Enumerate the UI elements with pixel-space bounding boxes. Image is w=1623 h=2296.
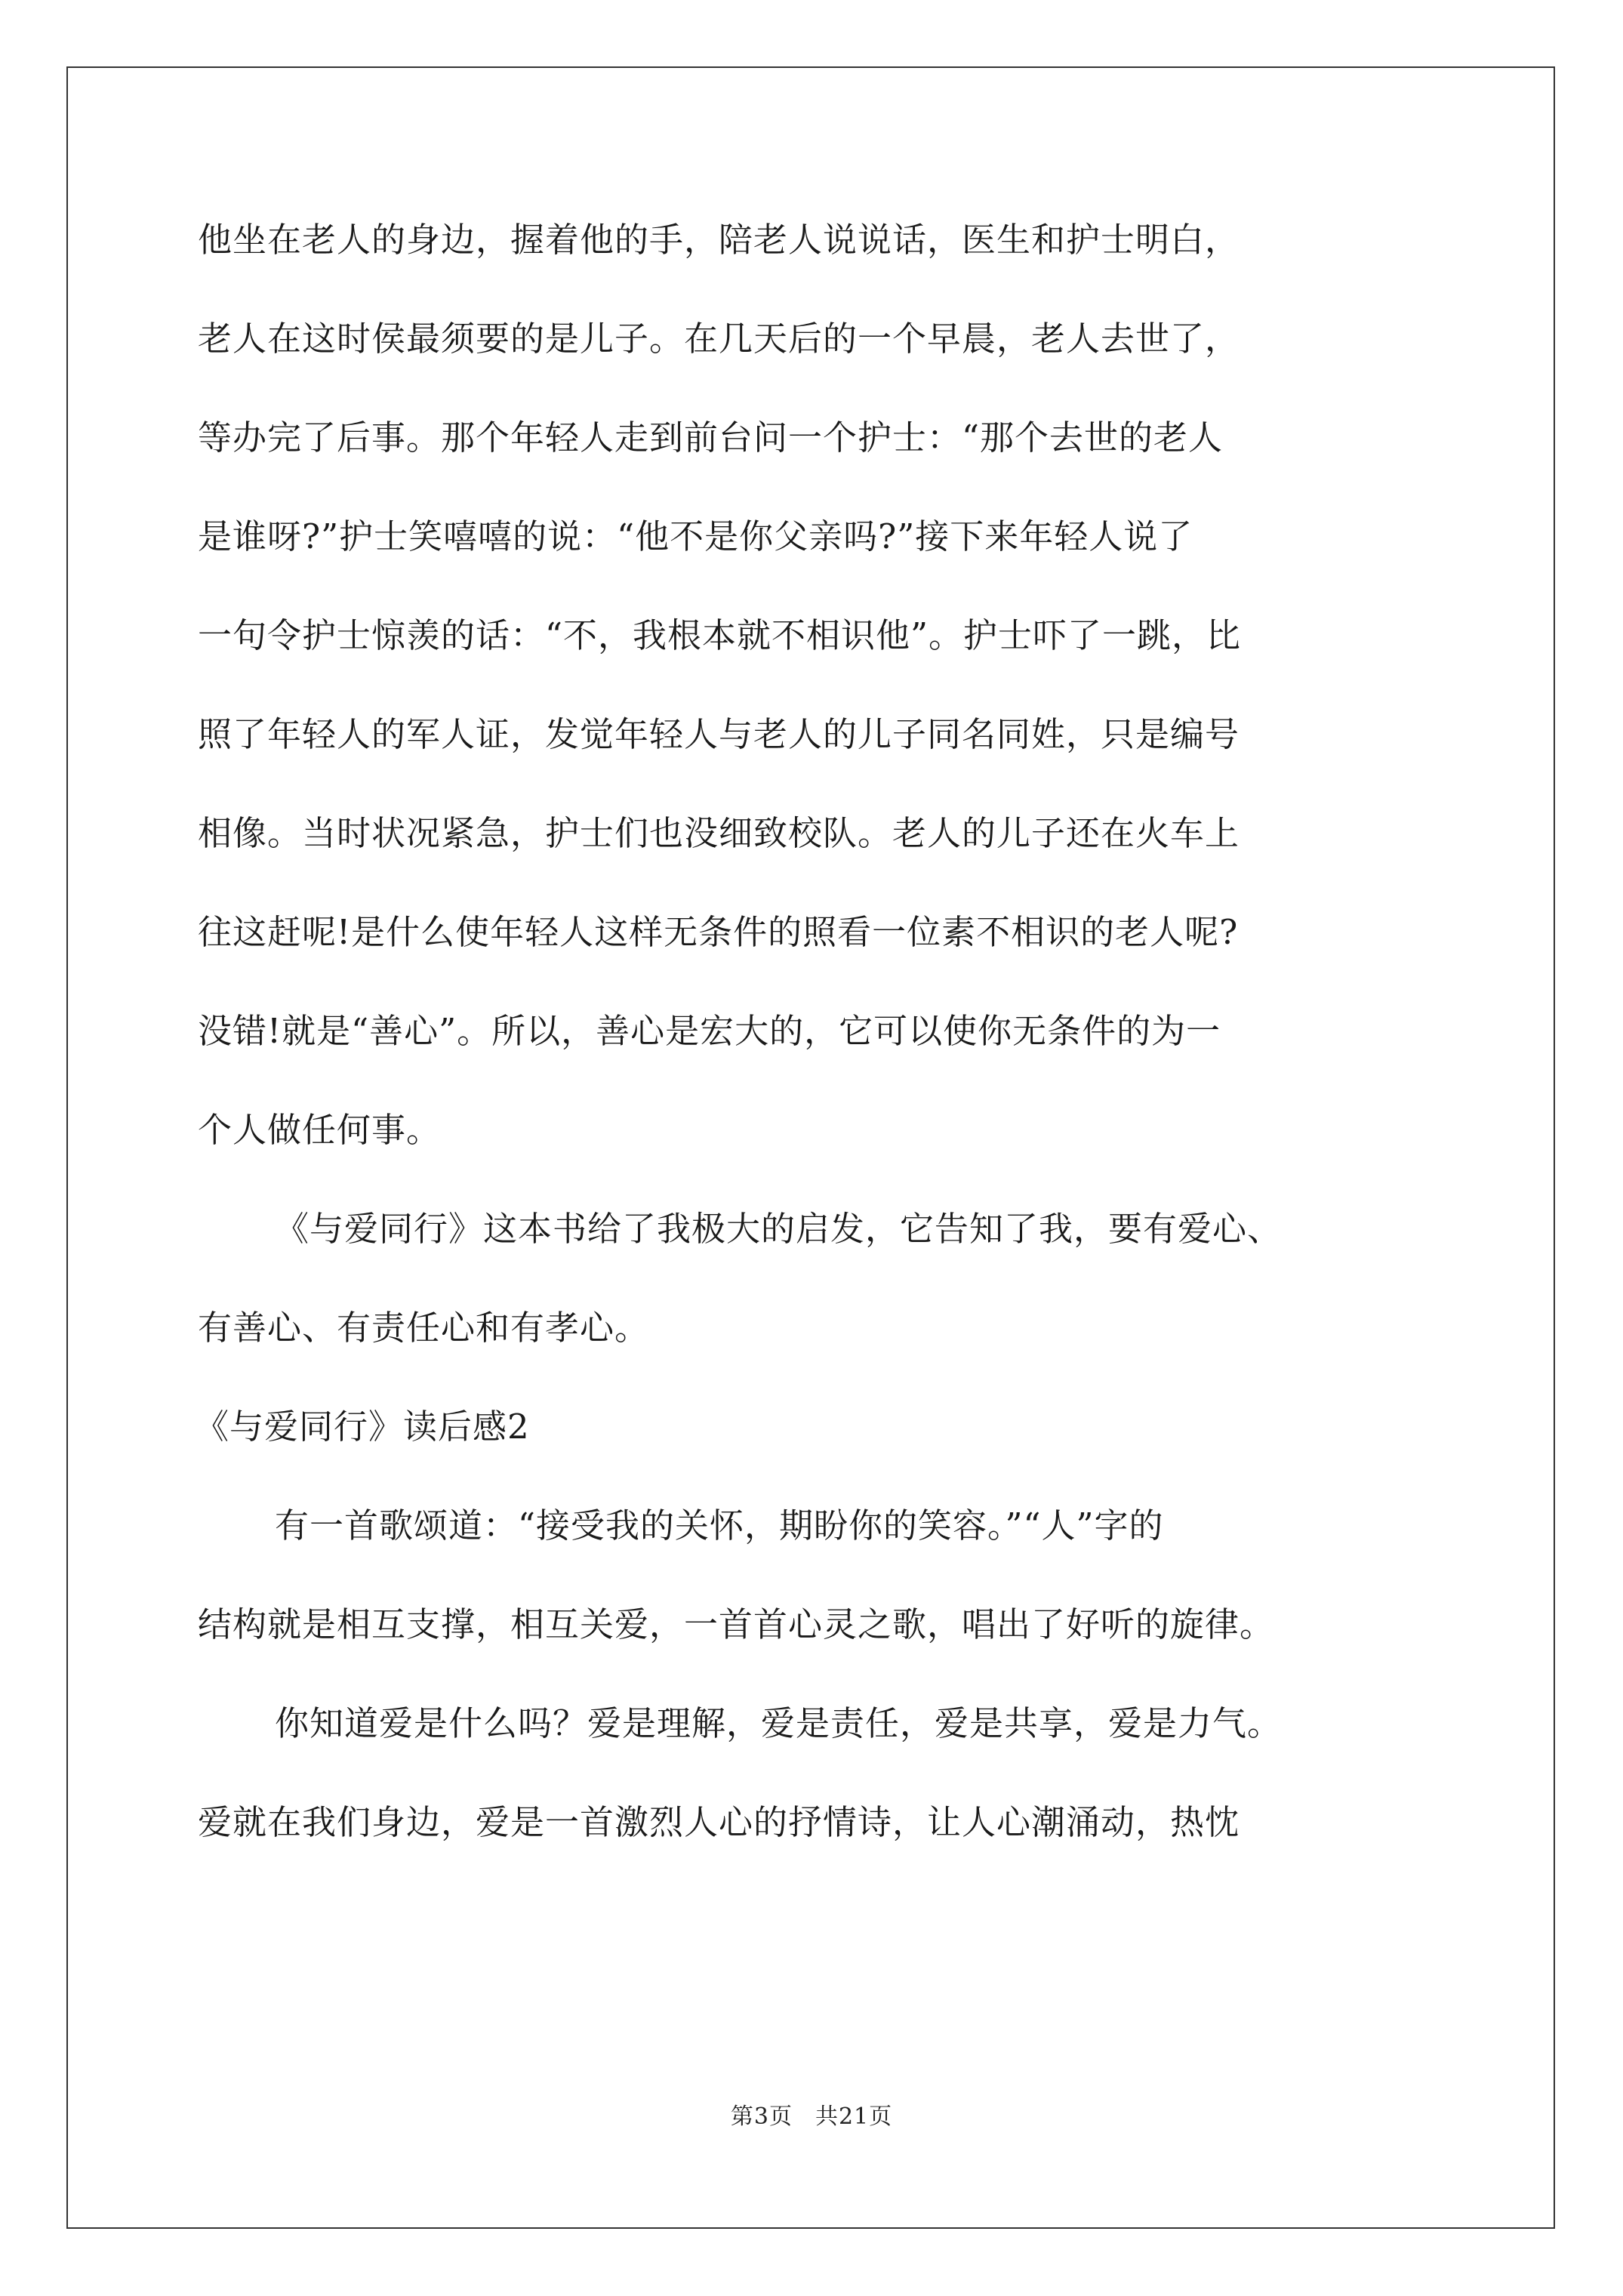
document-body [195, 190, 1436, 1872]
page-number: 第3页 [730, 2103, 793, 2130]
paragraph-first-line: 有一首歌颂道：“接受我的关怀，期盼你的笑容。”“人”字的 [275, 1505, 1164, 1546]
text-line: 往这赶呢!是什么使年轻人这样无条件的照看一位素不相识的老人呢? [198, 912, 1239, 952]
paragraph-first-line: 你知道爱是什么吗？爱是理解，爱是责任，爱是共享，爱是力气。 [275, 1703, 1283, 1743]
text-line: 个人做任何事。 [198, 1110, 442, 1150]
text-line: 照了年轻人的军人证，发觉年轻人与老人的儿子同名同姓，只是编号 [198, 714, 1240, 754]
text-line: 他坐在老人的身边，握着他的手，陪老人说说话，医生和护士明白， [198, 220, 1240, 260]
section-heading: 《与爱同行》读后感2 [195, 1407, 530, 1447]
text-line: 结构就是相互支撑，相互关爱，一首首心灵之歌，唱出了好听的旋律。 [198, 1604, 1275, 1644]
text-line: 爱就在我们身边，爱是一首激烈人心的抒情诗，让人心潮涌动，热忱 [198, 1802, 1240, 1842]
text-line: 一句令护士惊羡的话：“不，我根本就不相识他”。护士吓了一跳，比 [198, 615, 1242, 655]
text-line: 老人在这时侯最须要的是儿子。在几天后的一个早晨，老人去世了， [198, 319, 1240, 359]
text-line: 等办完了后事。那个年轻人走到前台问一个护士：“那个去世的老人 [198, 418, 1224, 458]
page-footer [0, 2097, 1623, 2131]
text-line: 有善心、有责任心和有孝心。 [198, 1308, 650, 1348]
paragraph-first-line: 《与爱同行》这本书给了我极大的启发，它告知了我，要有爱心、 [275, 1209, 1283, 1249]
text-line: 没错!就是“善心”。所以，善心是宏大的，它可以使你无条件的为一 [198, 1011, 1221, 1051]
text-line: 是谁呀?”护士笑嘻嘻的说：“他不是你父亲吗?”接下来年轻人说了 [198, 516, 1193, 556]
page-total: 共21页 [815, 2103, 893, 2130]
text-line: 相像。当时状况紧急，护士们也没细致校队。老人的儿子还在火车上 [198, 813, 1240, 853]
